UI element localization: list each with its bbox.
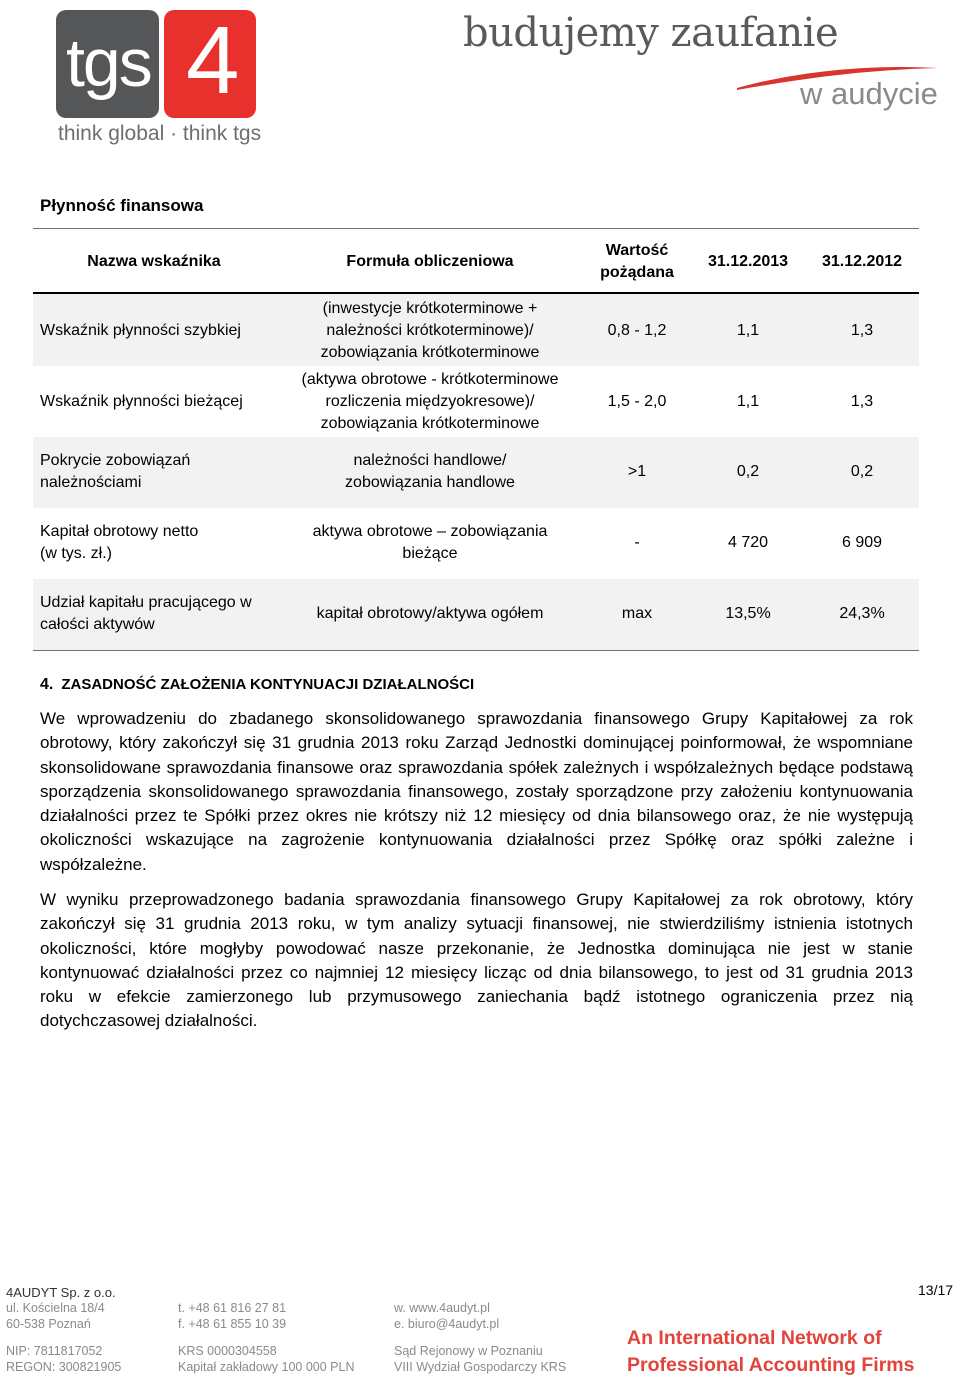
desired-value: 1,5 - 2,0 [607, 393, 667, 410]
footer-fax: f. +48 61 855 10 39 [178, 1317, 287, 1331]
footer-regon: REGON: 300821905 [6, 1360, 122, 1374]
logo-text-4: 4 [186, 7, 238, 114]
footer-company: 4AUDYT Sp. z o.o. [6, 1285, 116, 1300]
slogan-main: budujemy zaufanie [463, 10, 839, 56]
network-tagline [627, 1325, 915, 1379]
formula-line: zobowiązania handlowe [345, 474, 515, 491]
header-desired-line1: Wartość [605, 242, 669, 259]
slogan-sub: w audycie [800, 76, 938, 111]
formula-line: (aktywa obrotowe - krótkoterminowe [301, 371, 559, 388]
indicator-name: Kapitał obrotowy netto [40, 523, 199, 540]
formula-line: należności krótkoterminowe)/ [326, 322, 534, 339]
indicator-name: Wskaźnik płynności szybkiej [40, 322, 241, 339]
indicator-name-line2: całości aktywów [40, 616, 155, 633]
page-number: 13/17 [918, 1282, 954, 1298]
network-tagline-line1: An International Network of [627, 1327, 882, 1349]
header-name: Nazwa wskaźnika [87, 253, 221, 270]
logo-red-box [164, 7, 256, 118]
value-2012: 1,3 [850, 322, 874, 339]
formula-line: należności handlowe/ [353, 452, 507, 469]
section-number: 4. [40, 676, 54, 693]
desired-value: max [621, 605, 653, 622]
table-top-rule [33, 228, 919, 229]
header-desired-line2: pożądana [600, 264, 674, 281]
logo-text-tgs: tgs [66, 25, 151, 101]
paragraph: W wyniku przeprowadzonego badania sprawozdania finansowego Grupy Kapitałowej za rok obrotowy, który zakończył się 31 grudnia 2013 roku, w tym analizy sytuacji finansowej, nie stwierdziliśmy istnienia istotnych okoliczności, które mogłyby powodować nasze przekonanie, że Jednostka dominująca nie jest w stanie kontynuować działalności przez co najmniej 12 miesięcy licząc od dnia bilansowego, to jest od 31 grudnia 2013 roku w efekcie zamierzonego lub przymusowego zaniechania bądź istotnego ograniczenia przez nią dotychczasowej działalności. [40, 890, 913, 1031]
value-2012: 1,3 [850, 393, 874, 410]
logo-tagline: think global · think tgs [58, 122, 262, 145]
section-heading-text: ZASADNOŚĆ ZAŁOŻENIA KONTYNUACJI DZIAŁALNOŚCI [61, 676, 475, 693]
value-2013: 1,1 [736, 322, 760, 339]
tgs4-logo [56, 7, 262, 150]
header-formula: Formuła obliczeniowa [346, 253, 514, 270]
footer-city: 60-538 Poznań [6, 1317, 91, 1331]
formula-line: kapitał obrotowy/aktywa ogółem [316, 605, 544, 622]
header-2012: 31.12.2012 [821, 253, 903, 270]
desired-value: - [634, 534, 640, 551]
indicator-name: Wskaźnik płynności bieżącej [40, 393, 243, 410]
value-2012: 0,2 [850, 463, 874, 480]
logo-dark-box [56, 10, 159, 118]
value-2013: 0,2 [736, 463, 760, 480]
section-title: Płynność finansowa [40, 196, 204, 215]
value-2013: 13,5% [725, 605, 771, 622]
desired-value: 0,8 - 1,2 [607, 322, 667, 339]
indicator-name: Pokrycie zobowiązań [40, 452, 191, 469]
footer-phone: t. +48 61 816 27 81 [178, 1301, 287, 1315]
section-heading [40, 676, 474, 694]
value-2012: 6 909 [841, 534, 883, 551]
indicator-name-line2: (w tys. zł.) [40, 545, 112, 562]
formula-line: zobowiązania krótkoterminowe [320, 415, 540, 432]
paragraph: We wprowadzeniu do zbadanego skonsolidowanego sprawozdania finansowego Grupy Kapitałowej za rok obrotowy, który zakończył się 31 grudnia 2013 roku Zarząd Jednostki dominującej poinformował, że wspomniane skonsolidowane sprawozdania finansowe oraz sprawozdania spółek zależnych i współzależnych będące podstawą sporządzenia skonsolidowanego sprawozdania finansowego, zostały sporządzone przy założeniu kontynuowania działalności przez te Spółki przez okres nie krótszy niż 12 miesięcy od dnia bilansowego oraz, że nie występują okoliczności wskazujące na zagrożenie kontynuowania działalności przez Spółkę oraz spółki zależne i współzależne. [40, 709, 913, 874]
value-2013: 4 720 [727, 534, 769, 551]
indicator-name-line2: należnościami [40, 474, 142, 491]
footer-street: ul. Kościelna 18/4 [6, 1301, 105, 1315]
footer-capital: Kapitał zakładowy 100 000 PLN [178, 1360, 355, 1374]
indicator-name: Udział kapitału pracującego w [40, 594, 252, 611]
footer-court1: Sąd Rejonowy w Poznaniu [394, 1344, 543, 1358]
formula-line: bieżące [402, 545, 458, 562]
header-2013: 31.12.2013 [707, 253, 789, 270]
footer-court2: VIII Wydział Gospodarczy KRS [394, 1360, 567, 1374]
footer-email-link[interactable]: e. biuro@4audyt.pl [394, 1317, 500, 1331]
network-tagline-line2: Professional Accounting Firms [627, 1354, 915, 1376]
formula-line: zobowiązania krótkoterminowe [320, 344, 540, 361]
formula-line: aktywa obrotowe – zobowiązania [312, 523, 548, 540]
value-2013: 1,1 [736, 393, 760, 410]
formula-line: (inwestycje krótkoterminowe + [322, 300, 538, 317]
formula-line: rozliczenia międzyokresowe)/ [325, 393, 535, 410]
value-2012: 24,3% [839, 605, 885, 622]
footer-krs: KRS 0000304558 [178, 1344, 277, 1358]
footer-web-link[interactable]: w. www.4audyt.pl [394, 1301, 490, 1315]
desired-value: >1 [627, 463, 647, 480]
footer-nip: NIP: 7811817052 [6, 1344, 103, 1358]
table-bottom-rule [33, 650, 919, 651]
